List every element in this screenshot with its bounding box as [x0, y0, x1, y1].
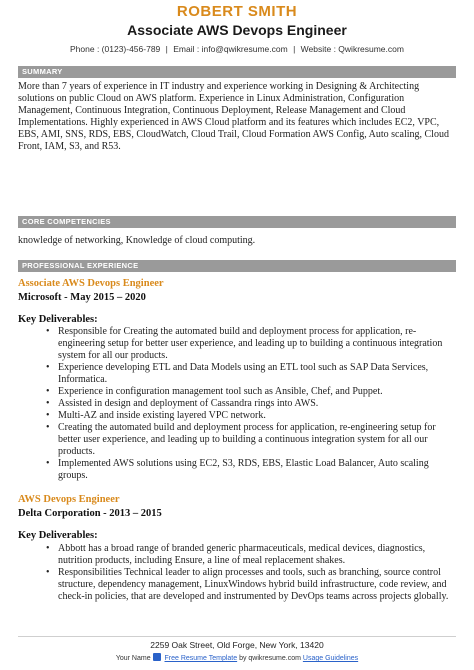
- email-text: Email : info@qwikresume.com: [173, 44, 288, 54]
- list-item: • Experience developing ETL and Data Models using an ETL tool such as SAP Data Services, Informatica.: [46, 362, 456, 386]
- list-item: • Creating the automated build and deployment process for application, re-engineering setup for better user experience, and leading up to building a continuous integration system for all our products.: [46, 422, 456, 458]
- job-bullets: [46, 326, 456, 482]
- list-item: • Assisted in design and deployment of Cassandra rings into AWS.: [46, 398, 456, 410]
- usage-guidelines-link[interactable]: Usage Guidelines: [302, 655, 359, 662]
- qwikresume-logo-icon: [153, 653, 161, 661]
- candidate-title: Associate AWS Devops Engineer: [127, 22, 347, 38]
- credit-middle: by qwikresume.com: [239, 655, 301, 662]
- footer-divider: [18, 636, 456, 637]
- list-item: • Responsible for Creating the automated build and deployment process for application, re-engineering setup for better user experience, and leading up to building a continuous integration system for all our products.: [46, 326, 456, 362]
- list-item: • Implemented AWS solutions using EC2, S3, RDS, EBS, Elastic Load Balancer, Auto scaling groups.: [46, 458, 456, 482]
- job-role: Associate AWS Devops Engineer: [18, 278, 164, 289]
- contact-line: [0, 44, 474, 54]
- job-company: Delta Corporation - 2013 – 2015: [18, 508, 162, 519]
- experience-heading: PROFESSIONAL EXPERIENCE: [18, 260, 456, 272]
- website-text: Website : Qwikresume.com: [300, 44, 404, 54]
- summary-heading: SUMMARY: [18, 66, 456, 78]
- competencies-heading: CORE COMPETENCIES: [18, 216, 456, 228]
- footer-credit: [0, 653, 474, 662]
- competencies-text: knowledge of networking, Knowledge of cloud computing.: [18, 235, 256, 246]
- candidate-name: ROBERT SMITH: [176, 3, 298, 20]
- credit-prefix: Your Name: [115, 655, 151, 662]
- list-item: • Responsibilities Technical leader to align processes and tools, such as branching, source control structure, dependency management, LinuxWindows hybrid build infrastructure, code review, and check-in policies, that are developed and instrumented by DevOps teams across projects globally.: [46, 567, 456, 603]
- list-item: • Experience in configuration management tool such as Ansible, Chef, and Puppet.: [46, 386, 456, 398]
- contact-separator: |: [165, 44, 168, 54]
- list-item: • Multi-AZ and inside existing layered VPC network.: [46, 410, 456, 422]
- footer-address: 2259 Oak Street, Old Forge, New York, 13420: [150, 640, 324, 650]
- free-template-link[interactable]: Free Resume Template: [164, 655, 238, 662]
- job-bullets: [46, 543, 456, 603]
- summary-text: More than 7 years of experience in IT industry and experience working in Designing & Architecting solutions on public Cloud on AWS platform. Experience in Linux Administration, Configuration Management, Continuous Integration, Continuous Deployment, Release Management and Cloud Implementations. Highly experienced in AWS Cloud platform and its features which includes EC2, VPC, EBS, AMI, SNS, RDS, EBS, CloudWatch, Cloud Trail, Cloud Formation AWS Config, Auto scaling, Cloud Front, IAM, S3, and R53.: [18, 81, 449, 152]
- job-role: AWS Devops Engineer: [18, 494, 120, 505]
- phone-text: Phone : (0123)-456-789: [70, 44, 161, 54]
- key-deliverables-label: Key Deliverables:: [18, 530, 98, 541]
- list-item: • Abbott has a broad range of branded generic pharmaceuticals, medical devices, diagnostics, nutrition products, including Ensure, a line of meal replacement shakes.: [46, 543, 456, 567]
- job-company: Microsoft - May 2015 – 2020: [18, 292, 146, 303]
- contact-separator: |: [293, 44, 296, 54]
- key-deliverables-label: Key Deliverables:: [18, 314, 98, 325]
